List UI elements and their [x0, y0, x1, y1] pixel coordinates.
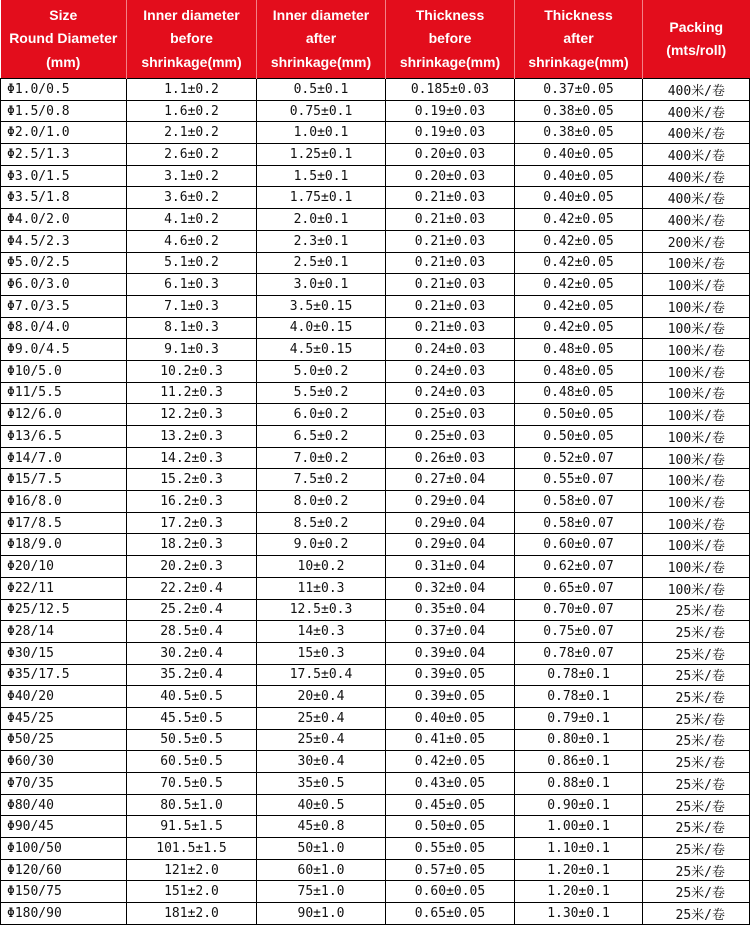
cell-thickness-before: 0.25±0.03: [386, 404, 515, 426]
cell-inner-before: 5.1±0.2: [127, 252, 257, 274]
cell-size: Φ150/75: [1, 881, 127, 903]
header-thickness-before-line: before: [428, 30, 472, 47]
cell-inner-after: 3.5±0.15: [257, 295, 386, 317]
cell-inner-before: 1.6±0.2: [127, 100, 257, 122]
cell-thickness-before: 0.41±0.05: [386, 729, 515, 751]
cell-packing: 100米/卷: [643, 382, 750, 404]
cell-packing: 25米/卷: [643, 707, 750, 729]
cell-size: Φ180/90: [1, 903, 127, 925]
cell-thickness-before: 0.24±0.03: [386, 382, 515, 404]
cell-thickness-after: 0.50±0.05: [515, 404, 643, 426]
cell-inner-before: 50.5±0.5: [127, 729, 257, 751]
header-thickness-after-line: Thickness: [544, 6, 613, 23]
cell-thickness-after: 0.65±0.07: [515, 577, 643, 599]
cell-thickness-after: 0.48±0.05: [515, 382, 643, 404]
cell-packing: 100米/卷: [643, 426, 750, 448]
table-row: [1, 426, 750, 448]
cell-packing: 25米/卷: [643, 838, 750, 860]
cell-inner-before: 40.5±0.5: [127, 686, 257, 708]
cell-size: Φ28/14: [1, 621, 127, 643]
cell-inner-after: 11±0.3: [257, 577, 386, 599]
cell-thickness-before: 0.31±0.04: [386, 556, 515, 578]
table-row: [1, 534, 750, 556]
cell-thickness-before: 0.57±0.05: [386, 859, 515, 881]
cell-thickness-before: 0.39±0.05: [386, 686, 515, 708]
table-row: [1, 577, 750, 599]
cell-size: Φ50/25: [1, 729, 127, 751]
cell-inner-before: 101.5±1.5: [127, 838, 257, 860]
cell-size: Φ12/6.0: [1, 404, 127, 426]
cell-packing: 100米/卷: [643, 360, 750, 382]
cell-size: Φ20/10: [1, 556, 127, 578]
cell-thickness-before: 0.21±0.03: [386, 230, 515, 252]
table-row: [1, 686, 750, 708]
cell-thickness-before: 0.29±0.04: [386, 491, 515, 513]
cell-thickness-after: 0.50±0.05: [515, 426, 643, 448]
header-row: [1, 0, 750, 79]
cell-thickness-before: 0.35±0.04: [386, 599, 515, 621]
cell-thickness-after: 0.42±0.05: [515, 317, 643, 339]
cell-inner-before: 60.5±0.5: [127, 751, 257, 773]
cell-inner-after: 9.0±0.2: [257, 534, 386, 556]
cell-inner-after: 5.0±0.2: [257, 360, 386, 382]
table-row: [1, 794, 750, 816]
cell-thickness-before: 0.43±0.05: [386, 773, 515, 795]
cell-thickness-after: 1.20±0.1: [515, 881, 643, 903]
cell-thickness-after: 0.88±0.1: [515, 773, 643, 795]
cell-size: Φ17/8.5: [1, 512, 127, 534]
table-row: [1, 751, 750, 773]
table-row: [1, 382, 750, 404]
cell-inner-before: 30.2±0.4: [127, 642, 257, 664]
cell-inner-after: 45±0.8: [257, 816, 386, 838]
cell-packing: 100米/卷: [643, 491, 750, 513]
header-inner-after-line: shrinkage(mm): [270, 53, 372, 70]
cell-packing: 25米/卷: [643, 794, 750, 816]
cell-size: Φ14/7.0: [1, 447, 127, 469]
cell-thickness-before: 0.19±0.03: [386, 122, 515, 144]
cell-inner-after: 1.5±0.1: [257, 165, 386, 187]
cell-inner-after: 90±1.0: [257, 903, 386, 925]
table-row: [1, 816, 750, 838]
cell-size: Φ6.0/3.0: [1, 274, 127, 296]
cell-inner-before: 181±2.0: [127, 903, 257, 925]
table-row: [1, 274, 750, 296]
cell-thickness-after: 0.38±0.05: [515, 100, 643, 122]
cell-thickness-before: 0.55±0.05: [386, 838, 515, 860]
cell-thickness-after: 0.42±0.05: [515, 295, 643, 317]
table-row: [1, 252, 750, 274]
table-row: [1, 621, 750, 643]
cell-packing: 100米/卷: [643, 274, 750, 296]
table-row: [1, 469, 750, 491]
cell-inner-before: 14.2±0.3: [127, 447, 257, 469]
cell-inner-before: 45.5±0.5: [127, 707, 257, 729]
table-row: [1, 707, 750, 729]
cell-size: Φ60/30: [1, 751, 127, 773]
cell-packing: 25米/卷: [643, 773, 750, 795]
table-row: [1, 838, 750, 860]
cell-packing: 25米/卷: [643, 642, 750, 664]
cell-size: Φ1.0/0.5: [1, 79, 127, 101]
cell-inner-after: 20±0.4: [257, 686, 386, 708]
cell-thickness-after: 0.58±0.07: [515, 512, 643, 534]
cell-packing: 25米/卷: [643, 859, 750, 881]
header-thickness-before-line: Thickness: [415, 6, 485, 23]
cell-thickness-before: 0.21±0.03: [386, 252, 515, 274]
table-row: [1, 404, 750, 426]
cell-packing: 400米/卷: [643, 187, 750, 209]
cell-thickness-after: 0.37±0.05: [515, 79, 643, 101]
cell-packing: 400米/卷: [643, 209, 750, 231]
cell-inner-before: 80.5±1.0: [127, 794, 257, 816]
cell-thickness-after: 0.42±0.05: [515, 230, 643, 252]
header-inner-after-line: after: [305, 30, 337, 47]
cell-thickness-before: 0.25±0.03: [386, 426, 515, 448]
cell-size: Φ25/12.5: [1, 599, 127, 621]
cell-thickness-after: 0.86±0.1: [515, 751, 643, 773]
cell-packing: 100米/卷: [643, 404, 750, 426]
table-row: [1, 187, 750, 209]
cell-packing: 25米/卷: [643, 903, 750, 925]
cell-size: Φ3.5/1.8: [1, 187, 127, 209]
cell-inner-after: 6.5±0.2: [257, 426, 386, 448]
cell-inner-after: 35±0.5: [257, 773, 386, 795]
cell-inner-after: 17.5±0.4: [257, 664, 386, 686]
cell-packing: 25米/卷: [643, 599, 750, 621]
cell-packing: 25米/卷: [643, 729, 750, 751]
cell-packing: 100米/卷: [643, 252, 750, 274]
cell-inner-before: 16.2±0.3: [127, 491, 257, 513]
cell-thickness-after: 0.70±0.07: [515, 599, 643, 621]
cell-thickness-before: 0.32±0.04: [386, 577, 515, 599]
cell-size: Φ70/35: [1, 773, 127, 795]
cell-packing: 25米/卷: [643, 816, 750, 838]
cell-size: Φ16/8.0: [1, 491, 127, 513]
cell-packing: 100米/卷: [643, 339, 750, 361]
cell-thickness-after: 0.90±0.1: [515, 794, 643, 816]
cell-thickness-before: 0.20±0.03: [386, 165, 515, 187]
cell-thickness-after: 0.58±0.07: [515, 491, 643, 513]
cell-thickness-after: 0.38±0.05: [515, 122, 643, 144]
cell-size: Φ15/7.5: [1, 469, 127, 491]
table-row: [1, 729, 750, 751]
cell-thickness-before: 0.39±0.04: [386, 642, 515, 664]
cell-thickness-after: 0.42±0.05: [515, 274, 643, 296]
cell-thickness-after: 1.30±0.1: [515, 903, 643, 925]
cell-packing: 100米/卷: [643, 317, 750, 339]
cell-size: Φ5.0/2.5: [1, 252, 127, 274]
cell-thickness-before: 0.21±0.03: [386, 274, 515, 296]
header-size-line: (mm): [46, 53, 81, 70]
cell-thickness-before: 0.24±0.03: [386, 360, 515, 382]
cell-thickness-before: 0.29±0.04: [386, 534, 515, 556]
cell-thickness-after: 0.78±0.1: [515, 664, 643, 686]
table-row: [1, 512, 750, 534]
cell-inner-after: 1.0±0.1: [257, 122, 386, 144]
cell-thickness-after: 0.40±0.05: [515, 165, 643, 187]
cell-inner-after: 3.0±0.1: [257, 274, 386, 296]
cell-packing: 25米/卷: [643, 881, 750, 903]
cell-thickness-before: 0.39±0.05: [386, 664, 515, 686]
cell-inner-before: 91.5±1.5: [127, 816, 257, 838]
cell-inner-before: 2.1±0.2: [127, 122, 257, 144]
cell-size: Φ35/17.5: [1, 664, 127, 686]
header-size-line: Size: [49, 6, 78, 23]
cell-thickness-after: 0.42±0.05: [515, 252, 643, 274]
cell-size: Φ11/5.5: [1, 382, 127, 404]
cell-inner-after: 12.5±0.3: [257, 599, 386, 621]
cell-size: Φ1.5/0.8: [1, 100, 127, 122]
cell-size: Φ80/40: [1, 794, 127, 816]
cell-inner-before: 1.1±0.2: [127, 79, 257, 101]
cell-thickness-before: 0.45±0.05: [386, 794, 515, 816]
cell-inner-after: 5.5±0.2: [257, 382, 386, 404]
cell-inner-after: 1.75±0.1: [257, 187, 386, 209]
cell-packing: 100米/卷: [643, 534, 750, 556]
cell-size: Φ3.0/1.5: [1, 165, 127, 187]
header-packing-line: (mts/roll): [666, 42, 727, 58]
cell-thickness-before: 0.26±0.03: [386, 447, 515, 469]
table-row: [1, 664, 750, 686]
header-packing: [643, 0, 750, 79]
cell-inner-before: 121±2.0: [127, 859, 257, 881]
cell-packing: 100米/卷: [643, 512, 750, 534]
cell-inner-before: 6.1±0.3: [127, 274, 257, 296]
cell-thickness-after: 0.40±0.05: [515, 187, 643, 209]
cell-size: Φ100/50: [1, 838, 127, 860]
cell-inner-after: 0.5±0.1: [257, 79, 386, 101]
header-packing-line: Packing: [669, 18, 724, 35]
header-inner-after: [257, 0, 386, 79]
cell-packing: 25米/卷: [643, 621, 750, 643]
cell-size: Φ4.5/2.3: [1, 230, 127, 252]
table-header: [1, 0, 750, 79]
cell-inner-after: 14±0.3: [257, 621, 386, 643]
cell-size: Φ18/9.0: [1, 534, 127, 556]
table-row: [1, 773, 750, 795]
cell-size: Φ8.0/4.0: [1, 317, 127, 339]
header-size-line: Round Diameter: [9, 30, 118, 47]
header-thickness-after: [515, 0, 643, 79]
cell-size: Φ90/45: [1, 816, 127, 838]
cell-inner-after: 4.0±0.15: [257, 317, 386, 339]
cell-packing: 200米/卷: [643, 230, 750, 252]
cell-packing: 100米/卷: [643, 469, 750, 491]
table-row: [1, 360, 750, 382]
cell-inner-before: 9.1±0.3: [127, 339, 257, 361]
cell-thickness-before: 0.24±0.03: [386, 339, 515, 361]
cell-thickness-after: 1.10±0.1: [515, 838, 643, 860]
cell-inner-before: 12.2±0.3: [127, 404, 257, 426]
table-row: [1, 642, 750, 664]
cell-inner-after: 6.0±0.2: [257, 404, 386, 426]
cell-thickness-before: 0.21±0.03: [386, 295, 515, 317]
cell-inner-after: 25±0.4: [257, 729, 386, 751]
cell-inner-after: 0.75±0.1: [257, 100, 386, 122]
cell-inner-after: 30±0.4: [257, 751, 386, 773]
header-inner-after-line: Inner diameter: [272, 6, 370, 23]
cell-inner-after: 7.5±0.2: [257, 469, 386, 491]
cell-inner-before: 2.6±0.2: [127, 144, 257, 166]
table-row: [1, 144, 750, 166]
table-row: [1, 556, 750, 578]
cell-inner-before: 25.2±0.4: [127, 599, 257, 621]
cell-thickness-after: 0.55±0.07: [515, 469, 643, 491]
header-inner-before-line: shrinkage(mm): [141, 53, 242, 70]
cell-thickness-before: 0.21±0.03: [386, 317, 515, 339]
cell-inner-before: 4.6±0.2: [127, 230, 257, 252]
table-row: [1, 295, 750, 317]
table-row: [1, 165, 750, 187]
cell-thickness-before: 0.185±0.03: [386, 79, 515, 101]
cell-thickness-after: 0.79±0.1: [515, 707, 643, 729]
cell-inner-before: 35.2±0.4: [127, 664, 257, 686]
cell-inner-before: 18.2±0.3: [127, 534, 257, 556]
cell-packing: 100米/卷: [643, 447, 750, 469]
cell-inner-before: 8.1±0.3: [127, 317, 257, 339]
cell-inner-after: 60±1.0: [257, 859, 386, 881]
cell-size: Φ2.0/1.0: [1, 122, 127, 144]
cell-thickness-before: 0.42±0.05: [386, 751, 515, 773]
cell-thickness-before: 0.60±0.05: [386, 881, 515, 903]
cell-thickness-before: 0.37±0.04: [386, 621, 515, 643]
cell-thickness-before: 0.29±0.04: [386, 512, 515, 534]
cell-packing: 400米/卷: [643, 122, 750, 144]
cell-inner-after: 2.5±0.1: [257, 252, 386, 274]
cell-size: Φ13/6.5: [1, 426, 127, 448]
cell-size: Φ120/60: [1, 859, 127, 881]
cell-inner-after: 8.0±0.2: [257, 491, 386, 513]
cell-packing: 25米/卷: [643, 686, 750, 708]
cell-size: Φ2.5/1.3: [1, 144, 127, 166]
table-row: [1, 491, 750, 513]
cell-inner-after: 1.25±0.1: [257, 144, 386, 166]
cell-inner-after: 7.0±0.2: [257, 447, 386, 469]
header-size: [1, 0, 127, 79]
cell-inner-before: 70.5±0.5: [127, 773, 257, 795]
cell-packing: 100米/卷: [643, 556, 750, 578]
cell-inner-after: 4.5±0.15: [257, 339, 386, 361]
cell-thickness-before: 0.21±0.03: [386, 209, 515, 231]
cell-thickness-after: 1.00±0.1: [515, 816, 643, 838]
cell-inner-after: 50±1.0: [257, 838, 386, 860]
cell-inner-before: 4.1±0.2: [127, 209, 257, 231]
cell-size: Φ4.0/2.0: [1, 209, 127, 231]
cell-packing: 400米/卷: [643, 79, 750, 101]
cell-packing: 400米/卷: [643, 100, 750, 122]
cell-thickness-after: 0.48±0.05: [515, 339, 643, 361]
cell-thickness-after: 0.52±0.07: [515, 447, 643, 469]
cell-thickness-after: 0.40±0.05: [515, 144, 643, 166]
cell-inner-after: 25±0.4: [257, 707, 386, 729]
cell-thickness-before: 0.40±0.05: [386, 707, 515, 729]
cell-packing: 25米/卷: [643, 751, 750, 773]
table-row: [1, 859, 750, 881]
cell-thickness-before: 0.19±0.03: [386, 100, 515, 122]
cell-packing: 25米/卷: [643, 664, 750, 686]
table-row: [1, 903, 750, 925]
cell-inner-after: 8.5±0.2: [257, 512, 386, 534]
cell-thickness-after: 0.75±0.07: [515, 621, 643, 643]
cell-thickness-after: 0.78±0.1: [515, 686, 643, 708]
table-row: [1, 209, 750, 231]
cell-thickness-before: 0.21±0.03: [386, 187, 515, 209]
table-row: [1, 339, 750, 361]
cell-thickness-after: 0.60±0.07: [515, 534, 643, 556]
cell-thickness-after: 0.78±0.07: [515, 642, 643, 664]
table-row: [1, 317, 750, 339]
header-inner-before: [127, 0, 257, 79]
cell-inner-before: 11.2±0.3: [127, 382, 257, 404]
cell-size: Φ40/20: [1, 686, 127, 708]
cell-inner-before: 151±2.0: [127, 881, 257, 903]
cell-packing: 100米/卷: [643, 577, 750, 599]
cell-inner-after: 2.0±0.1: [257, 209, 386, 231]
cell-size: Φ9.0/4.5: [1, 339, 127, 361]
header-thickness-after-line: after: [563, 30, 594, 47]
cell-thickness-after: 0.80±0.1: [515, 729, 643, 751]
cell-size: Φ10/5.0: [1, 360, 127, 382]
cell-size: Φ30/15: [1, 642, 127, 664]
table-row: [1, 447, 750, 469]
cell-inner-before: 3.6±0.2: [127, 187, 257, 209]
cell-inner-before: 13.2±0.3: [127, 426, 257, 448]
cell-packing: 400米/卷: [643, 144, 750, 166]
cell-inner-after: 15±0.3: [257, 642, 386, 664]
header-inner-before-line: before: [170, 30, 213, 47]
cell-inner-before: 28.5±0.4: [127, 621, 257, 643]
cell-inner-before: 10.2±0.3: [127, 360, 257, 382]
cell-thickness-after: 1.20±0.1: [515, 859, 643, 881]
table-row: [1, 881, 750, 903]
cell-thickness-before: 0.27±0.04: [386, 469, 515, 491]
table-row: [1, 79, 750, 101]
cell-size: Φ22/11: [1, 577, 127, 599]
cell-thickness-after: 0.48±0.05: [515, 360, 643, 382]
cell-size: Φ45/25: [1, 707, 127, 729]
cell-inner-after: 75±1.0: [257, 881, 386, 903]
cell-inner-before: 7.1±0.3: [127, 295, 257, 317]
cell-thickness-before: 0.20±0.03: [386, 144, 515, 166]
header-thickness-after-line: shrinkage(mm): [528, 53, 629, 70]
table-body: [1, 79, 750, 925]
table-row: [1, 599, 750, 621]
cell-inner-before: 22.2±0.4: [127, 577, 257, 599]
cell-inner-after: 10±0.2: [257, 556, 386, 578]
table-row: [1, 100, 750, 122]
cell-thickness-before: 0.50±0.05: [386, 816, 515, 838]
header-thickness-before: [386, 0, 515, 79]
cell-inner-before: 15.2±0.3: [127, 469, 257, 491]
table-row: [1, 230, 750, 252]
header-thickness-before-line: shrinkage(mm): [399, 53, 501, 70]
table-row: [1, 122, 750, 144]
header-inner-before-line: Inner diameter: [143, 6, 240, 23]
cell-inner-before: 17.2±0.3: [127, 512, 257, 534]
cell-inner-after: 40±0.5: [257, 794, 386, 816]
cell-inner-after: 2.3±0.1: [257, 230, 386, 252]
cell-size: Φ7.0/3.5: [1, 295, 127, 317]
cell-thickness-before: 0.65±0.05: [386, 903, 515, 925]
cell-thickness-after: 0.42±0.05: [515, 209, 643, 231]
cell-inner-before: 3.1±0.2: [127, 165, 257, 187]
cell-packing: 100米/卷: [643, 295, 750, 317]
cell-thickness-after: 0.62±0.07: [515, 556, 643, 578]
cell-packing: 400米/卷: [643, 165, 750, 187]
cell-inner-before: 20.2±0.3: [127, 556, 257, 578]
